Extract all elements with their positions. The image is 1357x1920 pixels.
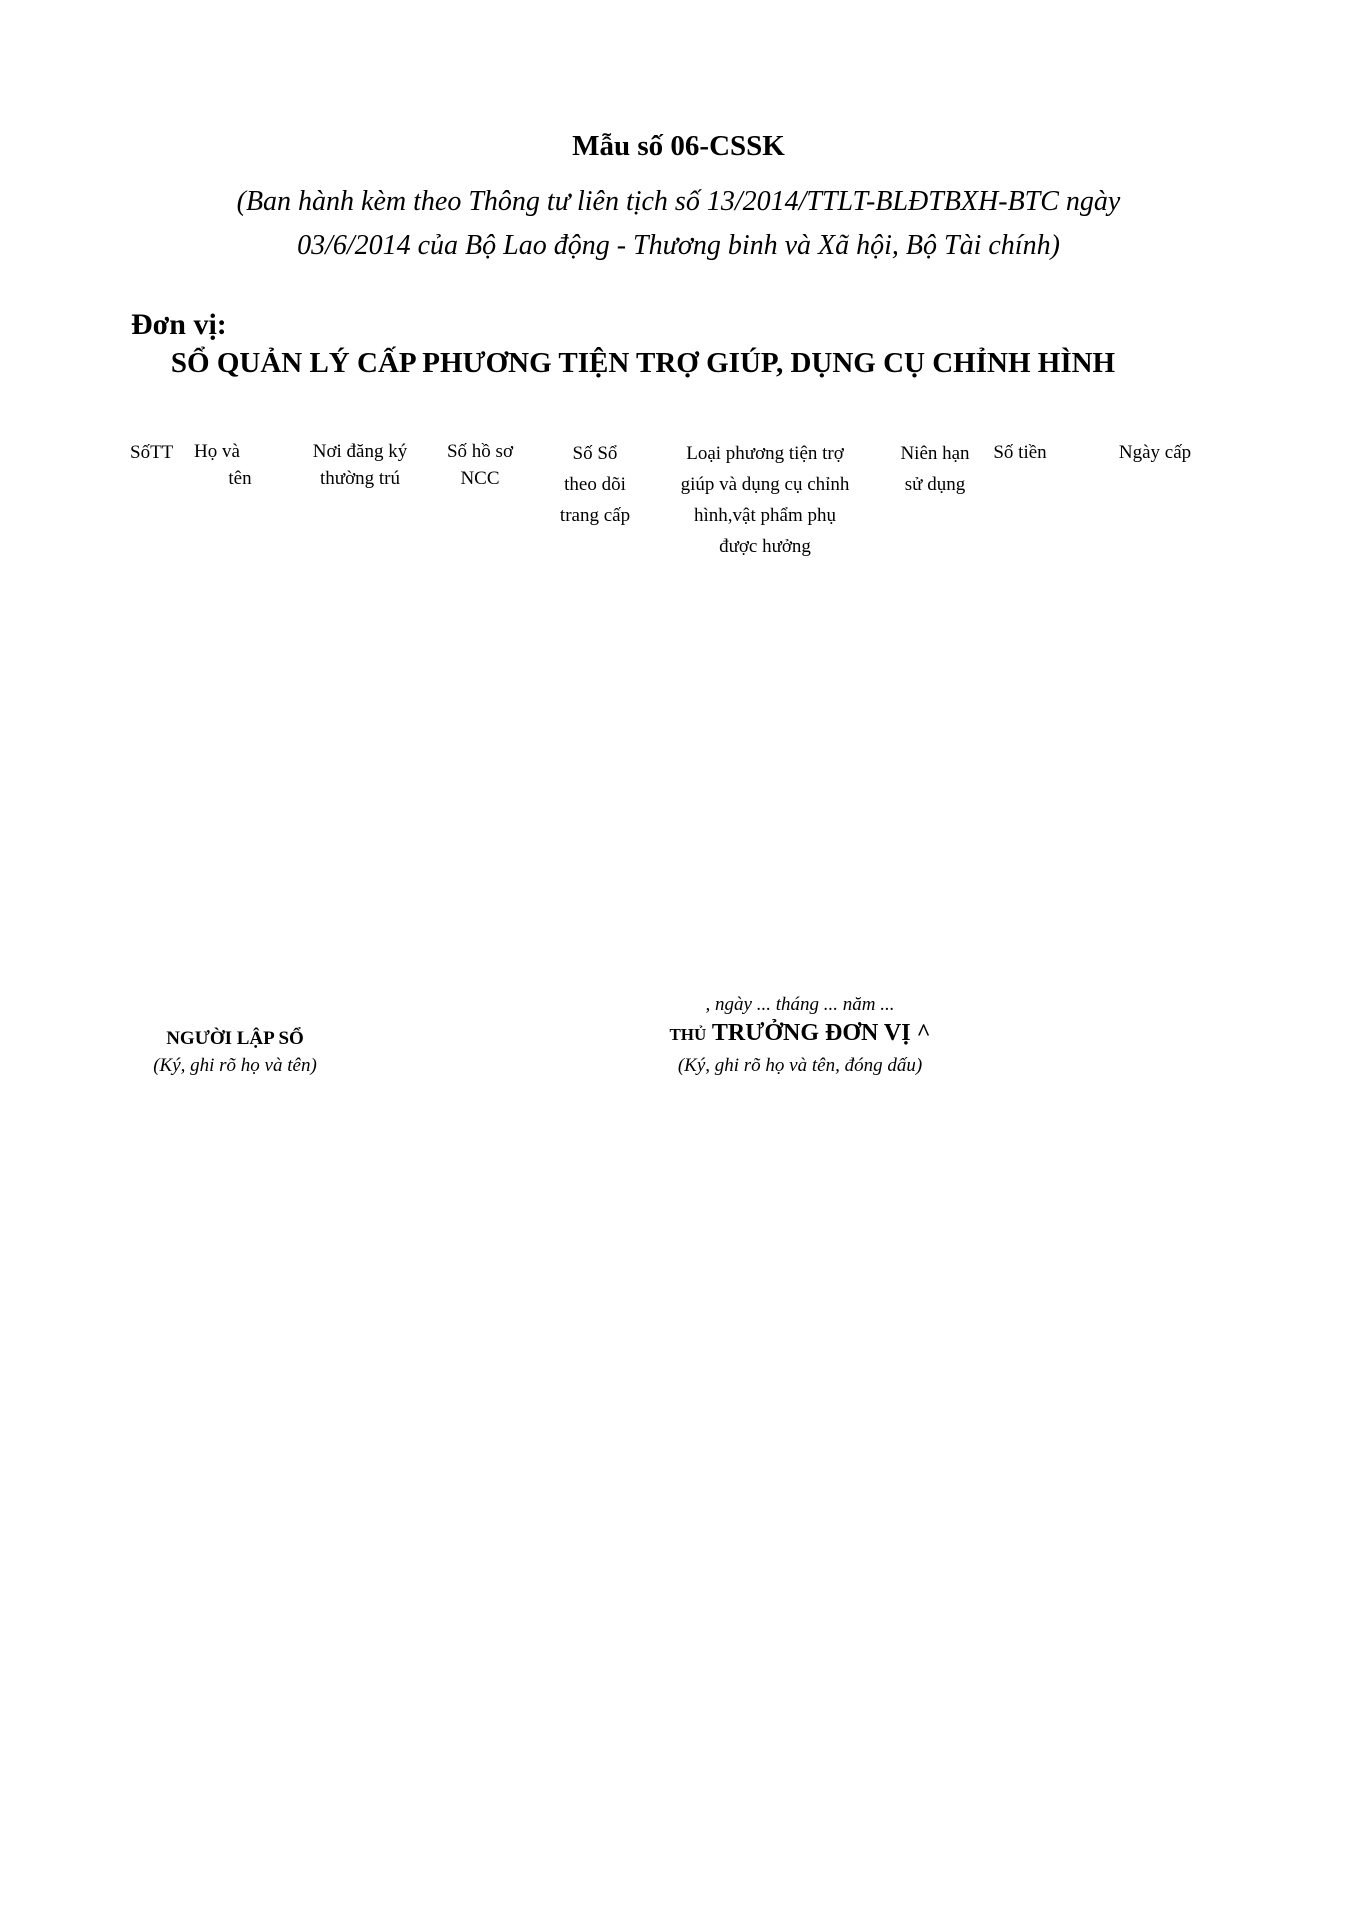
book-title: SỔ QUẢN LÝ CẤP PHƯƠNG TIỆN TRỢ GIÚP, DỤNG CỤ CHỈNH HÌNH bbox=[170, 347, 1116, 379]
column-header-line: thường trú bbox=[320, 468, 400, 489]
column-header-line: Số Sổ bbox=[572, 443, 618, 464]
issuance-note-line-1: (Ban hành kèm theo Thông tư liên tịch số 13/2014/TTLT-BLĐTBXH-BTC ngày bbox=[236, 186, 1121, 217]
preparer-title: NGƯỜI LẬP SỔ bbox=[166, 1028, 304, 1049]
column-header-usage-period bbox=[885, 438, 985, 500]
column-header-line: sử dụng bbox=[904, 474, 966, 495]
issuance-note-line-2: 03/6/2014 của Bộ Lao động - Thương binh và Xã hội, Bộ Tài chính) bbox=[297, 230, 1060, 261]
column-header-line: Niên hạn bbox=[900, 443, 970, 464]
column-header-line: SốTT bbox=[130, 442, 174, 463]
unit-head-note: (Ký, ghi rõ họ và tên, đóng dấu) bbox=[677, 1055, 923, 1076]
column-header-line: Số hồ sơ bbox=[446, 441, 513, 462]
column-header-equipment-type bbox=[655, 438, 875, 562]
column-header-amount bbox=[975, 440, 1065, 465]
preparer-note: (Ký, ghi rõ họ và tên) bbox=[153, 1055, 317, 1076]
column-header-line: tên bbox=[228, 468, 252, 489]
column-header-stt bbox=[130, 440, 190, 465]
unit-head-title-main: TRƯỞNG ĐƠN VỊ ^ bbox=[711, 1020, 931, 1046]
column-header-full-name bbox=[190, 438, 290, 492]
column-header-line: hình,vật phẩm phụ bbox=[694, 505, 836, 526]
unit-label: Đơn vị: bbox=[131, 308, 227, 341]
issuance-note bbox=[0, 180, 1357, 268]
unit-head-title bbox=[560, 1020, 1040, 1047]
form-number: Mẫu số 06-CSSK bbox=[572, 130, 785, 162]
column-header-residence bbox=[295, 438, 425, 492]
column-header-line: trang cấp bbox=[559, 505, 631, 526]
column-header-line: Ngày cấp bbox=[1118, 442, 1192, 463]
column-header-line: theo dõi bbox=[564, 474, 626, 495]
column-header-line: Số tiền bbox=[993, 442, 1047, 463]
column-header-line: Họ và bbox=[194, 441, 240, 462]
unit-head-title-prefix: THỦ bbox=[669, 1025, 707, 1044]
column-header-line: Loại phương tiện trợ bbox=[686, 443, 844, 464]
column-header-line: NCC bbox=[460, 468, 500, 489]
column-header-line: được hưởng bbox=[719, 536, 811, 557]
column-header-book-number bbox=[545, 438, 645, 531]
column-header-issue-date bbox=[1100, 440, 1210, 465]
column-header-line: Nơi đăng ký bbox=[312, 441, 408, 462]
column-header-ncc-record bbox=[430, 438, 530, 492]
date-line: , ngày ... tháng ... năm ... bbox=[705, 994, 895, 1015]
column-header-line: giúp và dụng cụ chỉnh bbox=[680, 474, 850, 495]
